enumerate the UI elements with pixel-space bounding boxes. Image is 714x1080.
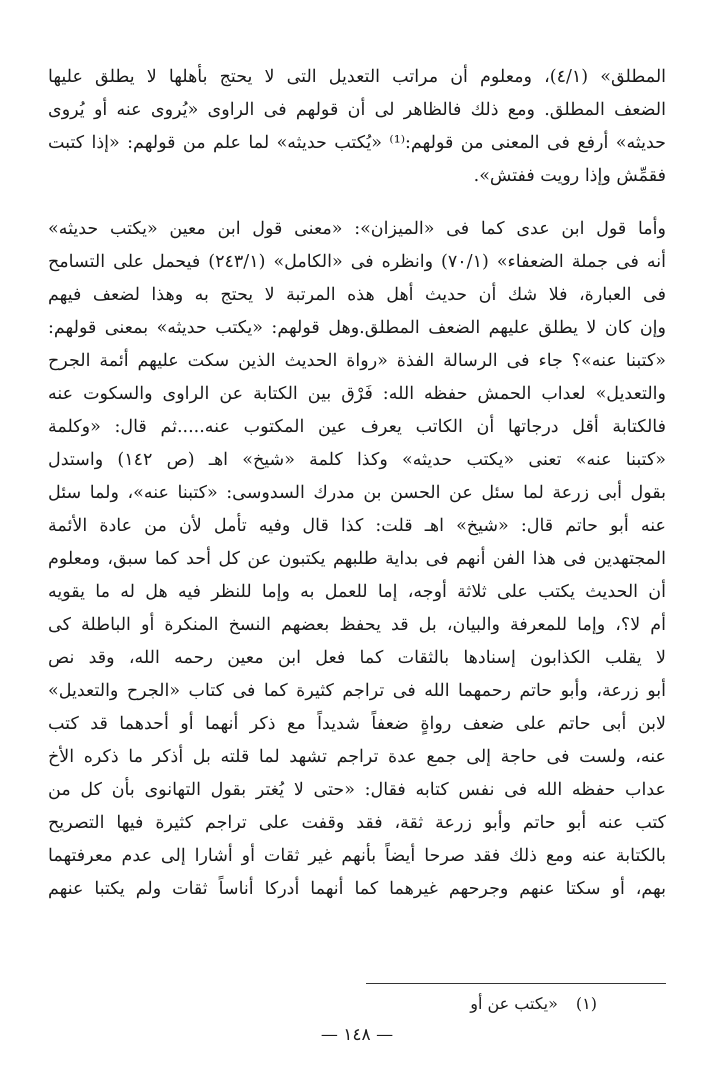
page-number: — ١٤٨ —	[320, 1025, 394, 1045]
text-line: بهم، أو سكتا عنهم وجرحهم غيرهما كما أنهما أدركا أناساً ثقات ولم يكتبا عنهم	[48, 879, 666, 899]
footnote-marker: (١)	[575, 994, 597, 1013]
text-line: وإن كان لا يطلق عليهم الضعف المطلق.وهل قولهم: «يكتب حديثه» بمعنى قولهم:	[48, 318, 666, 338]
text-line: أم لا؟، وإما للمعرفة والبيان، بل قد يحفظ بعضهم النسخ المنكرة أو الباطلة كى	[48, 615, 666, 635]
text-line: عنه أبو حاتم قال: «شيخ» اهـ قلت: كذا قال وفيه تأمل لأن من عادة الأئمة	[48, 516, 666, 536]
text-line: لا يقلب الكذابون إسنادها بالثقات كما فعل ابن معين رحمه الله، وقد نص	[48, 648, 666, 668]
paragraph-1	[48, 61, 666, 193]
text-line: الضعف المطلق. ومع ذلك فالظاهر لى أن قولهم فى الراوى «يُروى عنه أو يُروى	[48, 100, 666, 120]
paragraph-2	[48, 213, 666, 906]
footnote-separator	[366, 983, 666, 984]
text-line: فالكتابة أقل درجاتها أن الكاتب يعرف عين المكتوب عنه.....ثم قال: «وكلمة	[48, 417, 666, 437]
footnote	[470, 994, 597, 1013]
text-line: «كتبنا عنه» تعنى «يكتب حديثه» وكذا كلمة «شيخ» اهـ (ص ١٤٢) واستدل	[48, 450, 666, 470]
text-line: وأما قول ابن عدى كما فى «الميزان»: «معنى قول ابن معين «يكتب حديثه»	[48, 219, 666, 239]
text-line: عداب حفظه الله فى نفس كتابه فقال: «حتى لا يُغتر بقول التهانوى بأن كل من	[48, 780, 666, 800]
text-line: فقمِّش وإذا رويت ففتش».	[473, 166, 666, 186]
text-line: والتعديل» لعداب الحمش حفظه الله: فَرْق بين الكتابة عن الراوى والسكوت عنه	[48, 384, 666, 404]
text-line: حديثه» أرفع فى المعنى من قولهم:⁽¹⁾ «يُكتب حديثه» لما علم من قولهم: «إذا كتبت	[48, 133, 666, 153]
text-line: بالكتابة عنه ومع ذلك فقد صرحا أيضاً بأنهم غير ثقات أو أشارا إلى عدم معرفتهما	[48, 846, 666, 866]
text-line: أبو زرعة، وأبو حاتم رحمهما الله فى تراجم كثيرة كما فى كتاب «الجرح والتعديل»	[48, 681, 666, 701]
text-line: المجتهدين فى هذا الفن أنهم فى بداية طلبهم يكتبون عن كل أحد كما سبق، ومعلوم	[48, 549, 666, 569]
text-line: أن الحديث يكتب على ثلاثة أوجه، إما للعمل به وإما للنظر فيه هل له ما يقويه	[48, 582, 666, 602]
footnote-text: «يكتب عن أو	[470, 994, 558, 1013]
text-line: لابن أبى حاتم على ضعف رواةٍ ضعفاً شديداً مع ذكر أنهما أو أحدهما قد كتب	[48, 714, 666, 734]
text-line: بقول أبى زرعة لما سئل عن الحسن بن مدرك السدوسى: «كتبنا عنه»، ولما سئل	[48, 483, 666, 503]
text-line: المطلق» (٤/١)، ومعلوم أن مراتب التعديل التى لا يحتج بأهلها لا يطلق عليها	[48, 67, 666, 87]
text-line: عنه، ولست فى حاجة إلى جمع عدة تراجم تشهد لما قلته بل أذكر ما ذكره الأخ	[48, 747, 666, 767]
text-line: «كتبنا عنه»؟ جاء فى الرسالة الفذة «رواة الحديث الذين سكت عليهم أئمة الجرح	[48, 351, 666, 371]
text-line: فى العبارة، فلا شك أن حديث أهل هذه المرتبة لا يحتج به وهذا لضعف فيهم	[48, 285, 666, 305]
text-line: أنه فى جملة الضعفاء» (٧٠/١) وانظره فى «الكامل» (٢٤٣/١) فيحمل على التسامح	[48, 252, 666, 272]
text-line: كتب عنه أبو حاتم وأبو زرعة ثقة، فقد وقفت على تراجم كثيرة فيها التصريح	[48, 813, 666, 833]
